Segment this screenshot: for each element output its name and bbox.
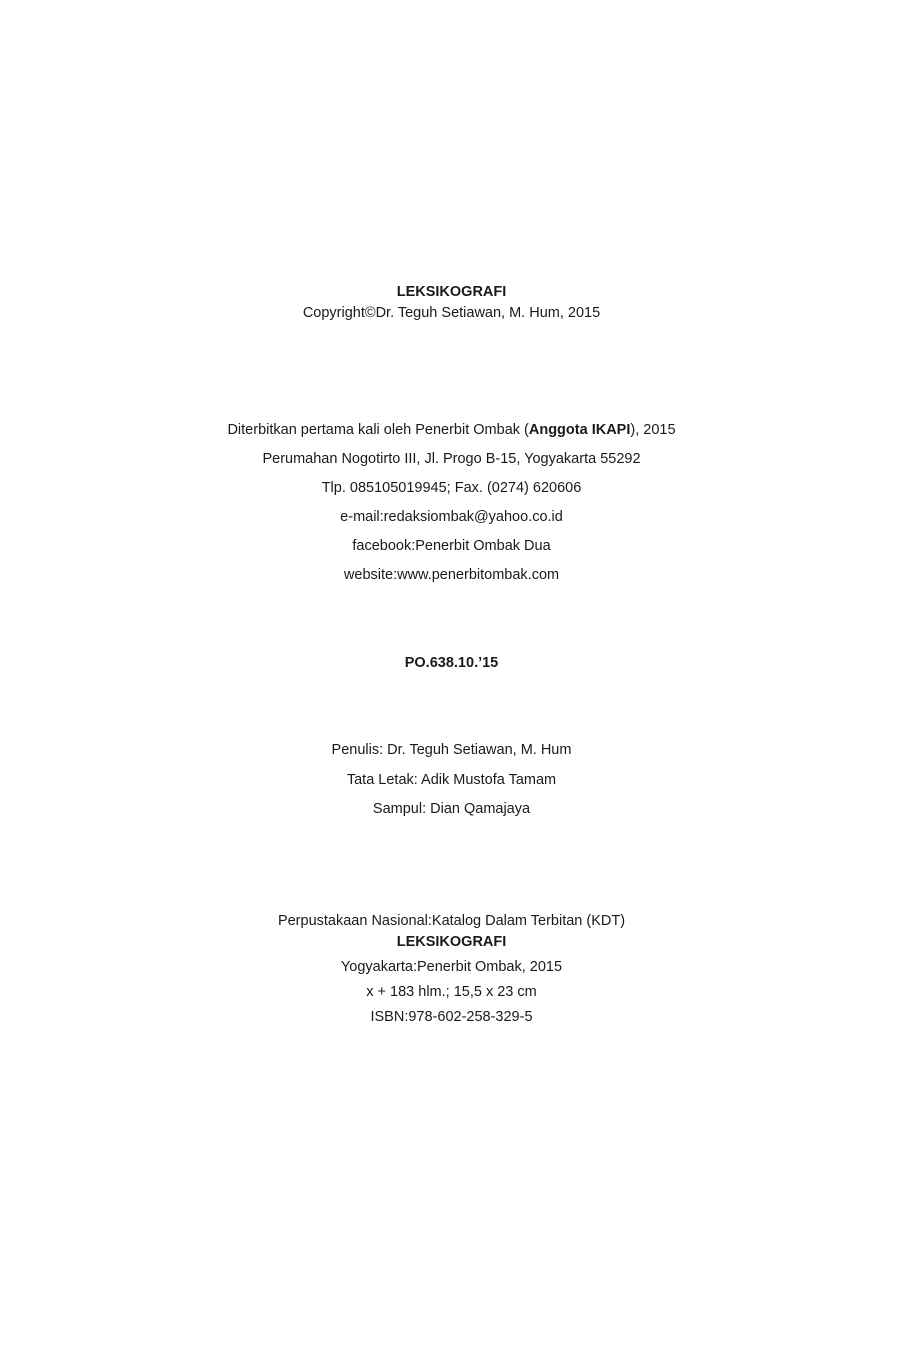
credit-author: Penulis: Dr. Teguh Setiawan, M. Hum bbox=[331, 742, 572, 758]
catalog-title: LEKSIKOGRAFI bbox=[396, 934, 507, 950]
publisher-facebook: facebook:Penerbit Ombak Dua bbox=[352, 538, 551, 554]
catalog-imprint: Yogyakarta:Penerbit Ombak, 2015 bbox=[340, 959, 563, 975]
publisher-phone: Tlp. 085105019945; Fax. (0274) 620606 bbox=[321, 480, 582, 496]
book-title: LEKSIKOGRAFI bbox=[396, 284, 507, 300]
catalog-extent: x + 183 hlm.; 15,5 x 23 cm bbox=[366, 984, 537, 1000]
publisher-email: e-mail:redaksiombak@yahoo.co.id bbox=[340, 509, 563, 525]
credit-cover: Sampul: Dian Qamajaya bbox=[372, 801, 531, 817]
published-suffix: ), 2015 bbox=[630, 422, 676, 438]
catalog-heading: Perpustakaan Nasional:Katalog Dalam Terbitan (KDT) bbox=[277, 913, 626, 929]
catalog-isbn: ISBN:978-602-258-329-5 bbox=[370, 1009, 533, 1025]
copyright-line: Copyright©Dr. Teguh Setiawan, M. Hum, 2015 bbox=[302, 305, 601, 321]
published-prefix: Diterbitkan pertama kali oleh Penerbit Ombak ( bbox=[227, 422, 529, 438]
credit-layout: Tata Letak: Adik Mustofa Tamam bbox=[346, 772, 557, 788]
publisher-website: website:www.penerbitombak.com bbox=[343, 567, 560, 583]
ikapi-membership: Anggota IKAPI bbox=[528, 422, 631, 438]
publication-code: PO.638.10.’15 bbox=[404, 655, 499, 671]
published-line bbox=[0, 421, 903, 439]
publisher-address: Perumahan Nogotirto III, Jl. Progo B-15, Yogyakarta 55292 bbox=[262, 451, 641, 467]
